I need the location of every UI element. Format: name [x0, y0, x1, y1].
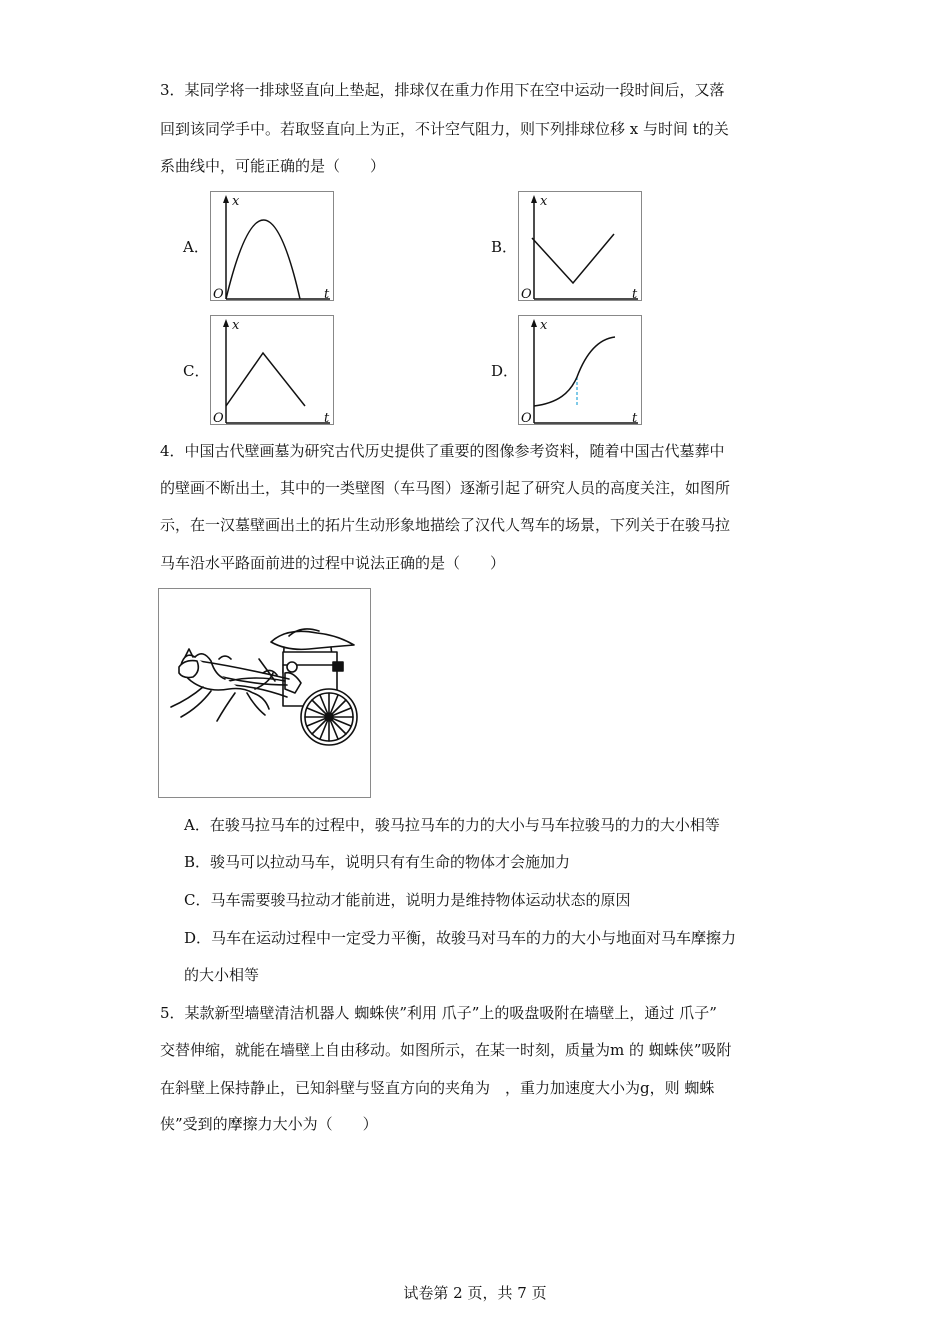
q3-a-t-label: t: [324, 287, 330, 301]
q3-b-o-label: O: [521, 287, 532, 301]
q3-b-t-label: t: [632, 287, 638, 301]
q3-graph-a: [210, 191, 334, 301]
q3-line-2: 回到该同学手中。若取竖直向上为正，不计空气阻力，则下列排球位移 x 与时间 t的关: [160, 120, 729, 138]
q3-a-o-label: O: [213, 287, 224, 301]
page-footer: 试卷第 2 页，共 7 页: [403, 1284, 547, 1302]
q3-b-x-label: x: [540, 194, 548, 209]
q3-d-o-label: O: [521, 411, 532, 425]
q4-option-c: C．马车需要骏马拉动才能前进，说明力是维持物体运动状态的原因: [184, 891, 631, 909]
q3-c-x-label: x: [232, 318, 240, 333]
q5-line-4: 侠”受到的摩擦力大小为（ ）: [160, 1115, 378, 1133]
q4-line-3: 示，在一汉墓壁画出土的拓片生动形象地描绘了汉代人驾车的场景，下列关于在骏马拉: [160, 516, 731, 534]
q3-d-t-label: t: [632, 411, 638, 425]
q3-line-3: 系曲线中，可能正确的是（ ）: [160, 157, 386, 175]
q3-line-1: 3．某同学将一排球竖直向上垫起，排球仅在重力作用下在空中运动一段时间后，又落: [160, 81, 725, 99]
q4-option-a: A．在骏马拉马车的过程中，骏马拉马车的力的大小与马车拉骏马的力的大小相等: [184, 816, 720, 834]
q3-a-x-label: x: [232, 194, 240, 209]
q3-graph-c: [210, 315, 334, 425]
q3-option-c-label: C．: [183, 362, 210, 380]
q5-line-3: 在斜壁上保持静止，已知斜壁与竖直方向的夹角为 ，重力加速度大小为g，则 蜘蛛: [160, 1079, 715, 1097]
q3-c-t-label: t: [324, 411, 330, 425]
q4-option-b: B．骏马可以拉动马车，说明只有有生命的物体才会施加力: [184, 853, 571, 871]
q4-option-d-continued: 的大小相等: [184, 966, 260, 984]
q4-line-2: 的壁画不断出土，其中的一类壁图（车马图）逐渐引起了研究人员的高度关注，如图所: [160, 479, 731, 497]
q3-graph-b: [518, 191, 642, 301]
q3-option-d-label: D．: [491, 362, 519, 380]
q3-d-x-label: x: [540, 318, 548, 333]
q5-line-1: 5．某款新型墙壁清洁机器人 蜘蛛侠”利用 爪子”上的吸盘吸附在墙壁上，通过 爪子”: [160, 1004, 717, 1022]
q3-graph-d: [518, 315, 642, 425]
q3-option-a-label: A．: [183, 238, 209, 256]
q4-option-d: D．马车在运动过程中一定受力平衡，故骏马对马车的力的大小与地面对马车摩擦力: [184, 929, 737, 947]
q5-line-2: 交替伸缩，就能在墙壁上自由移动。如图所示，在某一时刻，质量为m 的 蜘蛛侠”吸附: [160, 1041, 732, 1059]
chariot-mural-figure: [158, 588, 371, 798]
q3-c-o-label: O: [213, 411, 224, 425]
q4-line-4: 马车沿水平路面前进的过程中说法正确的是（ ）: [160, 554, 506, 572]
q3-option-b-label: B．: [491, 238, 518, 256]
q4-line-1: 4．中国古代壁画墓为研究古代历史提供了重要的图像参考资料，随着中国古代墓葬中: [160, 442, 725, 460]
